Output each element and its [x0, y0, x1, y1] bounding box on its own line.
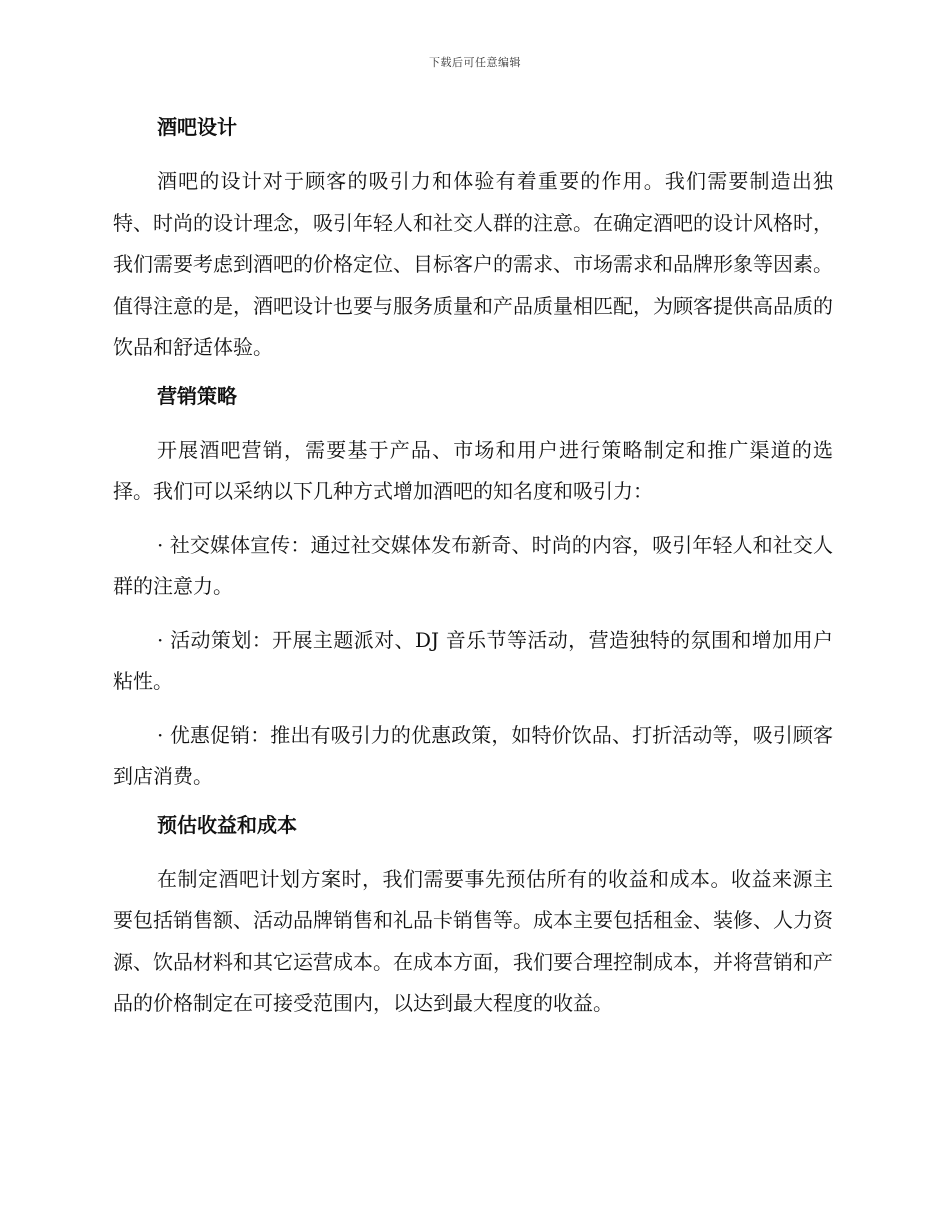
section-revenue-cost	[113, 810, 833, 1025]
bullet-item-promotions: · 优惠促销：推出有吸引力的优惠政策，如特价饮品、打折活动等，吸引顾客到店消费。	[113, 722, 833, 788]
paragraph: 在制定酒吧计划方案时，我们需要事先预估所有的收益和成本。收益来源主要包括销售额、活动品牌销售和礼品卡销售等。成本主要包括租金、装修、人力资源、饮品材料和其它运营成本。在成本方面，我们要合理控制成本，并将营销和产品的价格制定在可接受范围内，以达到最大程度的收益。	[113, 866, 833, 1015]
document-body	[113, 112, 833, 1037]
section-heading: 预估收益和成本	[157, 812, 297, 837]
section-marketing-strategy	[113, 381, 833, 798]
page-header: 下载后可任意编辑	[429, 56, 521, 69]
section-bar-design	[113, 112, 833, 369]
bullet-item-social-media: · 社交媒体宣传：通过社交媒体发布新奇、时尚的内容，吸引年轻人和社交人群的注意力。	[113, 532, 833, 598]
bullet-item-events: · 活动策划：开展主题派对、DJ 音乐节等活动，营造独特的氛围和增加用户粘性。	[113, 627, 833, 693]
paragraph: 酒吧的设计对于顾客的吸引力和体验有着重要的作用。我们需要制造出独特、时尚的设计理念，吸引年轻人和社交人群的注意。在确定酒吧的设计风格时，我们需要考虑到酒吧的价格定位、目标客户的需求、市场需求和品牌形象等因素。值得注意的是，酒吧设计也要与服务质量和产品质量相匹配，为顾客提供高品质的饮品和舒适体验。	[113, 169, 833, 359]
section-heading: 酒吧设计	[157, 115, 237, 139]
paragraph: 开展酒吧营销，需要基于产品、市场和用户进行策略制定和推广渠道的选择。我们可以采纳以下几种方式增加酒吧的知名度和吸引力：	[113, 437, 833, 503]
section-heading: 营销策略	[157, 383, 237, 408]
